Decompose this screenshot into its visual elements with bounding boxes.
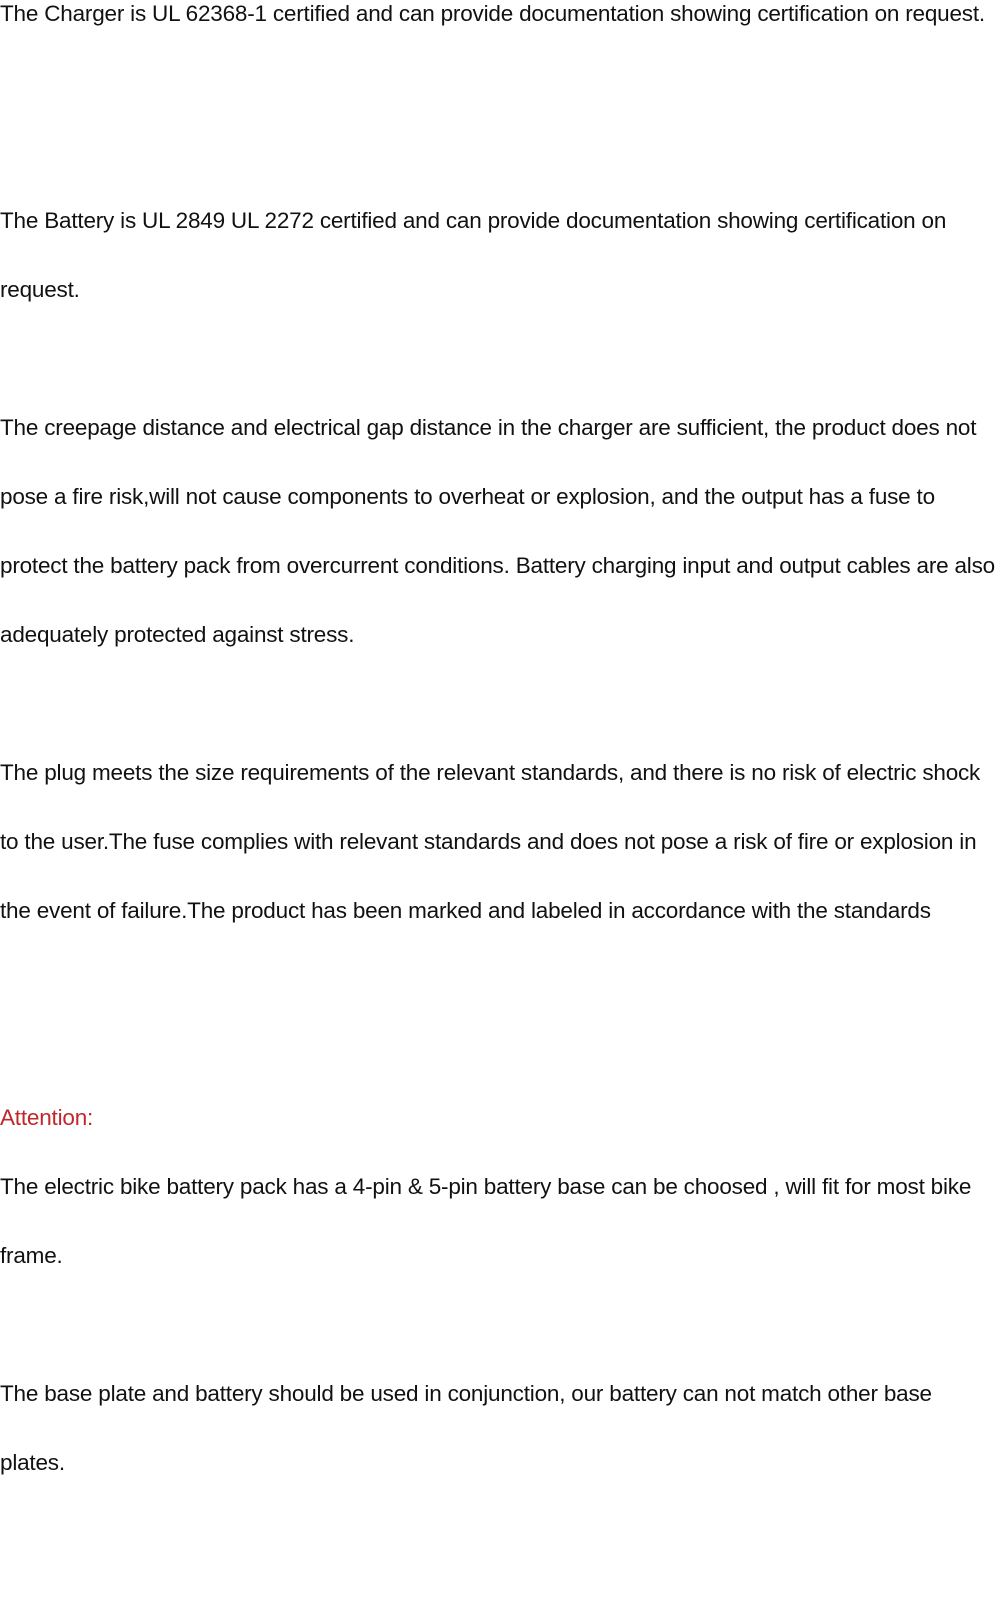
charger-certification-paragraph: The Charger is UL 62368-1 certified and can provide documentation showing certification on request.: [0, 1, 985, 26]
charger-safety-paragraph: The creepage distance and electrical gap distance in the charger are sufficient, the product does not pose a fire risk,will not cause components to overheat or explosion, and the output has a fuse to protect the battery pack from overcurrent conditions. Battery charging input and output cables are also adequately protected against stress.: [0, 415, 995, 647]
battery-base-note: The electric bike battery pack has a 4-pin & 5-pin battery base can be choosed , will fit for most bike frame.: [0, 1174, 972, 1268]
base-plate-note: The base plate and battery should be used in conjunction, our battery can not match other base plates.: [0, 1381, 932, 1475]
battery-certification-paragraph: The Battery is UL 2849 UL 2272 certified and can provide documentation showing certification on request.: [0, 208, 947, 302]
attention-heading: Attention:: [0, 1105, 94, 1130]
plug-fuse-paragraph: The plug meets the size requirements of the relevant standards, and there is no risk of electric shock to the user.The fuse complies with relevant standards and does not pose a risk of fire or explosion in the event of failure.The product has been marked and labeled in accordance with the standards: [0, 760, 981, 923]
